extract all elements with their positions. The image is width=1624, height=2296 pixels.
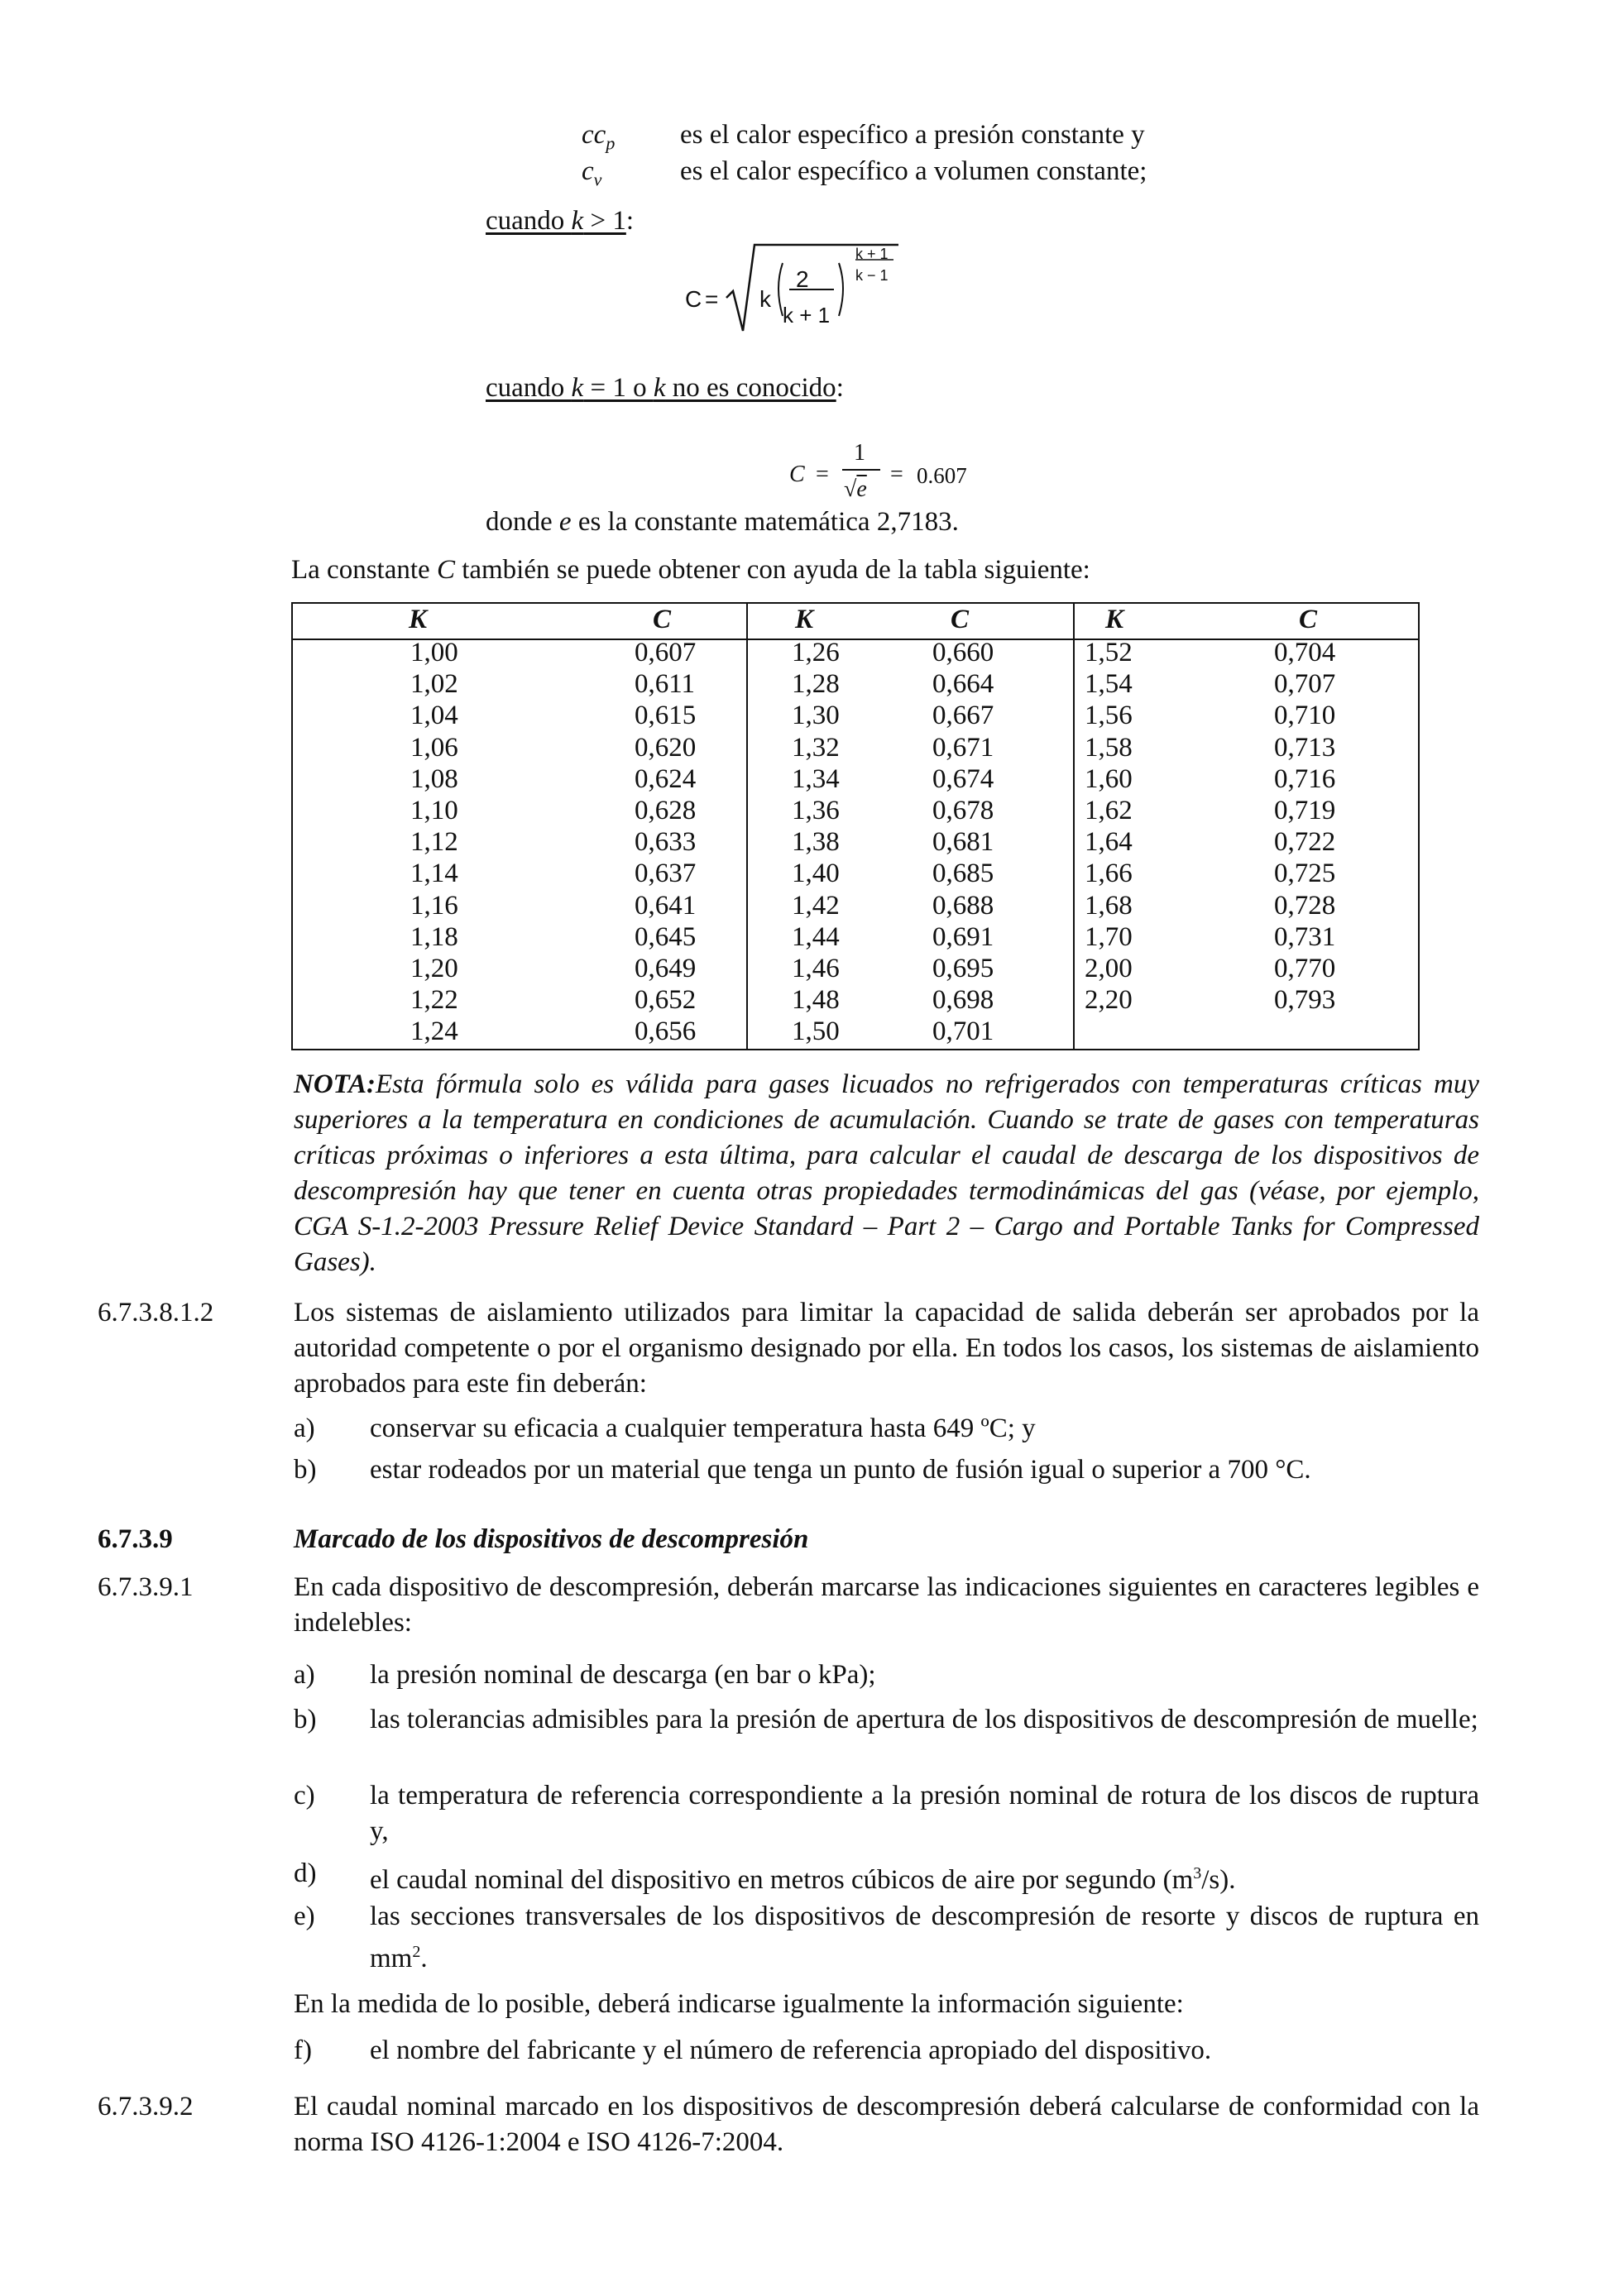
table-cell-c-3-3: 0,710 (1274, 701, 1336, 731)
table-cell-k-2-10: 1,44 (792, 921, 840, 952)
nota-text: Esta fórmula solo es válida para gases licuados no refrigerados con temperaturas críticas muy superiores a la temperatura en condiciones de acumulación. Cuando se trate de gases con temperaturas críticas próximas o inferiores a esta última, para calcular el caudal de descarga de los dispositivos de descompresión hay que tener en cuenta otras propiedades termodinámicas del gas (véase, por ejemplo, CGA S-1.2-2003 Pressure Relief Device Standard – Part 2 – Cargo and Portable Tanks for Compressed Gases). (294, 1069, 1479, 1277)
table-cell-c-1-2: 0,611 (635, 669, 696, 700)
table-cell-c-1-5: 0,624 (635, 763, 697, 794)
section-number-6738812: 6.7.3.8.1.2 (98, 1298, 214, 1327)
marking-item-b-text: las tolerancias admisibles para la presión de apertura de los dispositivos de descompresión de muelle; (370, 1705, 1478, 1734)
table-cell-c-3-7: 0,722 (1274, 827, 1336, 858)
table-cell-c-2-9: 0,688 (932, 890, 994, 921)
table-cell-c-3-6: 0,719 (1274, 796, 1336, 825)
table-cell-k-2-1: 1,26 (792, 638, 840, 667)
marking-item-e-label: e) (294, 1901, 315, 1931)
table-cell-k-1-5: 1,08 (410, 763, 458, 794)
cp-definition: es el calor específico a presión constante y (680, 120, 1145, 150)
table-cell-c-1-6: 0,628 (635, 796, 697, 825)
table-intro: La constante C también se puede obtener con ayuda de la tabla siguiente: (291, 555, 1090, 585)
table-cell-c-1-3: 0,615 (635, 701, 697, 731)
table-cell-c-3-1: 0,704 (1274, 638, 1336, 667)
cv-definition: es el calor específico a volumen constante; (680, 156, 1147, 186)
table-cell-k-3-6: 1,62 (1085, 796, 1133, 825)
table-cell-k-2-4: 1,32 (792, 732, 840, 763)
table-cell-k-1-3: 1,04 (410, 701, 458, 731)
marking-item-a-text: la presión nominal de descarga (en bar o kPa); (370, 1660, 876, 1690)
table-cell-k-1-8: 1,14 (410, 859, 458, 889)
table-cell-c-2-5: 0,674 (932, 763, 994, 794)
table-cell-k-1-2: 1,02 (410, 669, 458, 700)
header-c-3: C (1299, 605, 1318, 634)
case-k-greater-1: cuando k > 1: (486, 206, 634, 236)
marking-item-c-text: la temperatura de referencia correspondiente a la presión nominal de rotura de los discos de ruptura y, (370, 1781, 1479, 1846)
table-divider-1 (746, 604, 748, 1049)
marking-item-b-label: b) (294, 1705, 317, 1734)
section-67391-text: En cada dispositivo de descompresión, deberán marcarse las indicaciones siguientes en caracteres legibles e indelebles: (294, 1572, 1479, 1638)
k-c-table (291, 602, 1420, 1050)
cp-symbol: $cc_p$ (582, 120, 616, 154)
table-cell-k-2-3: 1,30 (792, 701, 840, 731)
table-cell-k-1-13: 1,24 (410, 1016, 458, 1047)
formula2-eq1: = (816, 462, 829, 487)
formula2-den: √e (844, 476, 867, 502)
section-67391-extra: En la medida de lo posible, deberá indicarse igualmente la información siguiente: (294, 1989, 1184, 2019)
table-cell-k-3-1: 1,52 (1085, 638, 1133, 667)
table-cell-k-2-7: 1,38 (792, 827, 840, 858)
table-cell-c-2-11: 0,695 (932, 954, 994, 983)
cp-subscript: p (606, 132, 616, 154)
table-cell-c-1-8: 0,637 (635, 859, 697, 889)
table-cell-c-1-4: 0,620 (635, 732, 697, 763)
header-k-1: K (409, 605, 428, 634)
e-constant-note: donde e es la constante matemática 2,7183. (486, 507, 959, 537)
section-number-6739: 6.7.3.9 (98, 1524, 173, 1554)
table-cell-c-3-9: 0,728 (1274, 890, 1336, 921)
table-cell-k-1-10: 1,18 (410, 921, 458, 952)
table-cell-k-1-9: 1,16 (410, 890, 458, 921)
table-cell-k-1-11: 1,20 (410, 954, 458, 983)
section-67392-text: El caudal nominal marcado en los dispositivos de descompresión deberá calcularse de conformidad con la norma ISO 4126-1:2004 e ISO 4126-7:2004. (294, 2092, 1479, 2157)
formula1-lhs: C (685, 286, 702, 312)
table-cell-c-3-8: 0,725 (1274, 859, 1336, 889)
marking-item-f-label: f) (294, 2035, 312, 2065)
table-cell-c-3-10: 0,731 (1274, 921, 1336, 952)
header-c-1: C (653, 605, 672, 634)
table-header-row (293, 604, 1418, 640)
formula2-lhs: C (789, 462, 805, 487)
nota-label: NOTA: (294, 1069, 376, 1099)
formula1-eq: = (705, 286, 719, 312)
formula2-eq2: = (890, 462, 903, 487)
table-cell-k-3-4: 1,58 (1085, 732, 1133, 763)
table-cell-c-1-12: 0,652 (635, 985, 697, 1016)
table-cell-k-3-10: 1,70 (1085, 921, 1133, 952)
formula1-num: 2 (796, 266, 809, 292)
table-cell-k-2-5: 1,34 (792, 763, 840, 794)
table-cell-c-2-1: 0,660 (932, 638, 994, 667)
table-cell-c-2-7: 0,681 (932, 827, 994, 858)
nota-paragraph (294, 1067, 1479, 1280)
table-cell-k-3-9: 1,68 (1085, 890, 1133, 921)
table-cell-k-1-7: 1,12 (410, 827, 458, 858)
table-cell-c-2-12: 0,698 (932, 985, 994, 1016)
table-cell-k-2-2: 1,28 (792, 669, 840, 700)
table-cell-k-1-4: 1,06 (410, 732, 458, 763)
formula2-num: 1 (854, 440, 865, 466)
table-cell-c-2-6: 0,678 (932, 796, 994, 825)
table-cell-c-1-1: 0,607 (635, 638, 697, 667)
table-cell-k-3-8: 1,66 (1085, 859, 1133, 889)
section-6739-title: Marcado de los dispositivos de descompresión (294, 1524, 809, 1554)
header-k-3: K (1105, 605, 1124, 634)
marking-item-a-label: a) (294, 1660, 315, 1690)
table-cell-k-2-6: 1,36 (792, 796, 840, 825)
section-number-67391: 6.7.3.9.1 (98, 1572, 194, 1602)
table-cell-k-3-3: 1,56 (1085, 701, 1133, 731)
cv-subscript: v (593, 169, 602, 190)
table-cell-c-3-5: 0,716 (1274, 763, 1336, 794)
table-cell-c-2-10: 0,691 (932, 921, 994, 952)
table-cell-c-2-3: 0,667 (932, 701, 994, 731)
table-cell-k-2-13: 1,50 (792, 1016, 840, 1047)
marking-item-d-text: el caudal nominal del dispositivo en metros cúbicos de aire por segundo $(m^3/s)$. (370, 1864, 1236, 1895)
table-cell-k-1-1: 1,00 (410, 638, 458, 667)
table-cell-k-3-5: 1,60 (1085, 763, 1133, 794)
item-a-label: a) (294, 1413, 315, 1443)
table-cell-k-2-9: 1,42 (792, 890, 840, 921)
table-cell-c-1-11: 0,649 (635, 954, 697, 983)
marking-item-f-text: el nombre del fabricante y el número de referencia apropiado del dispositivo. (370, 2035, 1212, 2065)
table-divider-2 (1073, 604, 1075, 1049)
marking-item-d-label: d) (294, 1858, 317, 1888)
table-cell-k-3-2: 1,54 (1085, 669, 1133, 700)
table-cell-k-2-11: 1,46 (792, 954, 840, 983)
table-cell-k-3-7: 1,64 (1085, 827, 1133, 858)
section-number-67392: 6.7.3.9.2 (98, 2092, 194, 2121)
table-cell-c-2-8: 0,685 (932, 859, 994, 889)
table-cell-k-1-12: 1,22 (410, 985, 458, 1016)
table-cell-c-1-9: 0,641 (635, 890, 697, 921)
formula1-den: k + 1 (783, 303, 831, 328)
case-k-equal-1: cuando k = 1 o k no es conocido: (486, 373, 844, 403)
item-b-label: b) (294, 1455, 317, 1485)
section-6738812-text: Los sistemas de aislamiento utilizados para limitar la capacidad de salida deberán ser aprobados por la autoridad competente o por el organismo designado por ella. En todos los casos, los sistemas de aislamiento aprobados para este fin deberán: (294, 1298, 1479, 1399)
cv-symbol: $c_v$ (582, 156, 602, 190)
formula2-fraction-bar (842, 469, 880, 471)
marking-item-e-text: las secciones transversales de los dispositivos de descompresión de resorte y discos de ruptura en $mm^2$. (370, 1901, 1479, 1973)
table-cell-c-1-10: 0,645 (635, 921, 697, 952)
formula-c-k-gt-1 (685, 240, 900, 339)
table-cell-c-2-2: 0,664 (932, 669, 994, 700)
table-cell-k-3-11: 2,00 (1085, 954, 1133, 983)
table-cell-c-2-13: 0,701 (932, 1016, 994, 1047)
table-cell-c-1-7: 0,633 (635, 827, 697, 858)
item-b-text: estar rodeados por un material que tenga un punto de fusión igual o superior a 700 °C. (370, 1455, 1311, 1485)
formula1-k: k (759, 286, 771, 312)
table-cell-c-3-4: 0,713 (1274, 732, 1336, 763)
formula1-exp-den: k − 1 (855, 267, 889, 284)
item-a-text: conservar su eficacia a cualquier temperatura hasta 649 ºC; y (370, 1413, 1036, 1443)
table-cell-c-1-13: 0,656 (635, 1016, 697, 1047)
table-cell-c-2-4: 0,671 (932, 732, 994, 763)
table-cell-c-3-12: 0,793 (1274, 985, 1336, 1016)
marking-item-c-label: c) (294, 1781, 315, 1810)
table-cell-c-3-11: 0,770 (1274, 954, 1336, 983)
header-c-2: C (951, 605, 970, 634)
header-k-2: K (795, 605, 814, 634)
table-cell-k-2-12: 1,48 (792, 985, 840, 1016)
table-cell-k-3-12: 2,20 (1085, 985, 1133, 1016)
table-cell-k-1-6: 1,10 (410, 796, 458, 825)
table-cell-k-2-8: 1,40 (792, 859, 840, 889)
formula1-exp-num: k + 1 (855, 246, 889, 262)
table-cell-c-3-2: 0,707 (1274, 669, 1336, 700)
formula2-value: 0.607 (917, 463, 967, 488)
